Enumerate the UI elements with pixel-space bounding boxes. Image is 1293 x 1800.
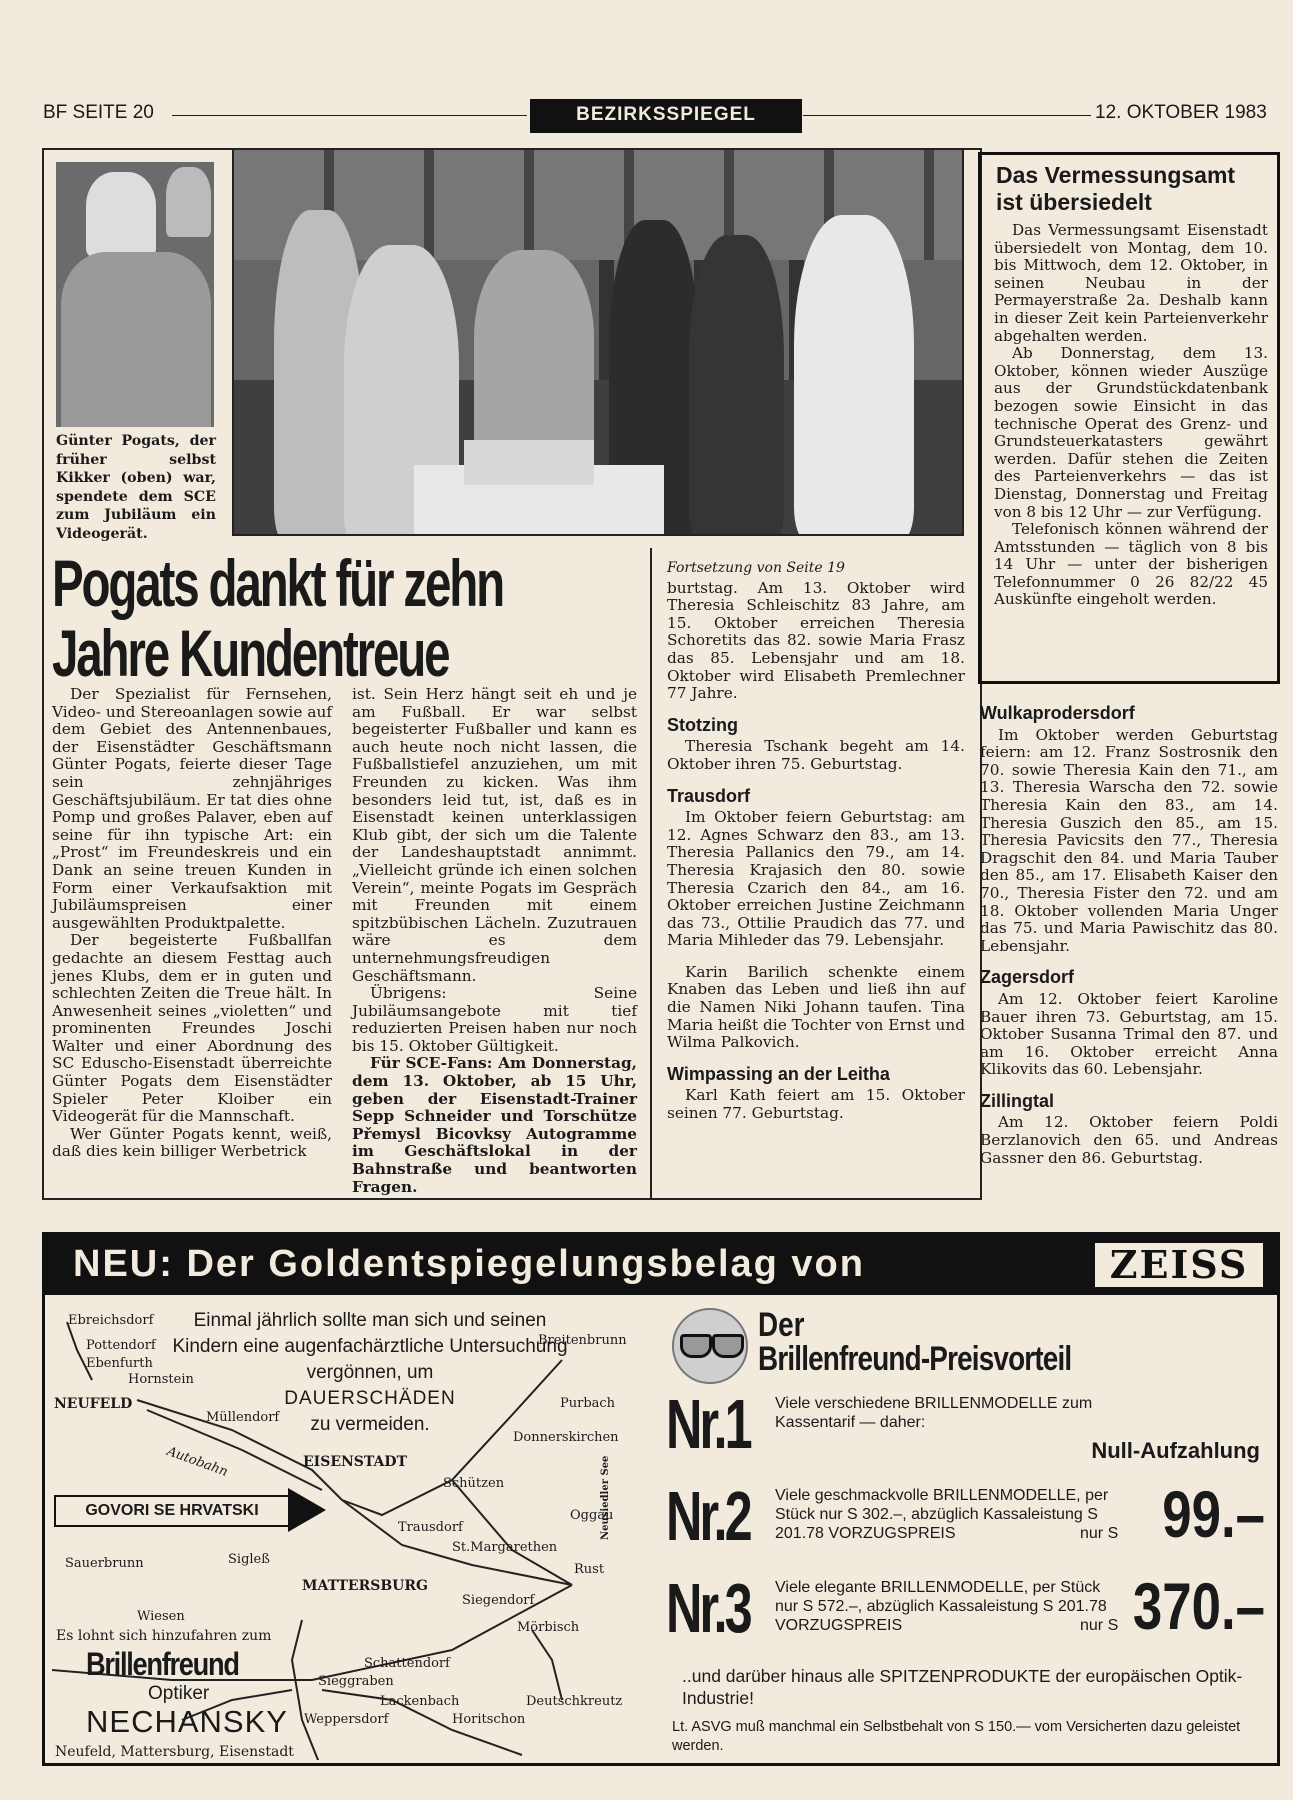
shop-name: NECHANSKY	[86, 1704, 288, 1739]
photo-caption: Günter Pogats, der früher selbst Kikker (oben) war, spendete dem SCE zum Jubiläum ein Videogerät.	[56, 433, 216, 542]
ad-right-title1: Der	[758, 1306, 805, 1344]
town-label: Lackenbach	[380, 1694, 460, 1709]
croatian-box	[54, 1495, 290, 1527]
town-heading-stotzing: Stotzing	[667, 714, 738, 735]
birthdays-right	[980, 705, 1278, 1167]
map-slogan-caps2: zu vermeiden.	[310, 1414, 430, 1435]
birthday-text: Karl Kath feiert am 15. Oktober seinen 77. Geburtstag.	[667, 1086, 965, 1123]
offer-3-unit: nur S	[1080, 1617, 1119, 1634]
vermessung-text	[994, 222, 1268, 609]
town-label: Mörbisch	[517, 1620, 580, 1635]
ad-footer-1: ..und darüber hinaus alle SPITZENPRODUKTE der europäischen Optik-Industrie!	[682, 1666, 1243, 1708]
portrait-photo	[56, 162, 214, 427]
town-label: Ebenfurth	[86, 1356, 153, 1371]
ad-right-title3: -Preisvorteil	[920, 1340, 1072, 1378]
page-header-date: 12. OKTOBER 1983	[1095, 102, 1267, 123]
offer-2-unit: nur S	[1080, 1525, 1119, 1542]
town-label: Schattendorf	[364, 1656, 450, 1671]
ad-footer-2: Lt. ASVG muß manchmal ein Selbstbehalt von S 150.— vom Versicherten dazu geleistet werden.	[672, 1719, 1241, 1754]
zeiss-logo	[1095, 1243, 1263, 1287]
town-heading-zillingtal: Zillingtal	[980, 1090, 1054, 1111]
town-heading-trausdorf: Trausdorf	[667, 785, 751, 806]
town-label: EISENSTADT	[303, 1454, 407, 1470]
arrow-icon	[288, 1488, 326, 1532]
continued-note: Fortsetzung von Seite 19	[667, 560, 845, 576]
zeiss-logo-text: ZEISS	[1109, 1242, 1249, 1287]
lake-label: Neusiedler See	[600, 1455, 611, 1540]
headline-line2: Jahre Kundentreue	[52, 616, 449, 690]
birthday-text: Im Oktober werden Geburtstag feiern: am 12. Franz Sostrosnik den 70. sowie Theresia Kain den 71., am 13. Theresia Warscha den 72. sowie Theresia Kain den 83., am 14. Theresia Guszich den 85., am 15. Theresia Pavicsits den 77., Theresia Dragschit den 84. und Maria Tauber den 85., am 17. Elisabeth Kaiser den 70., Theresia Fister den 72. und am 18. Oktober vollenden Maria Unger das 75. und Maria Pawischitz das 80. Lebensjahr.	[980, 725, 1278, 955]
town-label: Wiesen	[137, 1609, 185, 1624]
vermessung-paragraph: Telefonisch können während der Amtsstunden — täglich von 8 bis 14 Uhr — unter der bisherigen Telefonnummer 0 26 82/22 45 Auskünfte eingeholt werden.	[994, 520, 1268, 609]
header-rule-left	[172, 115, 527, 116]
birthday-text: Karin Barilich schenkte einem Knaben das Leben und ließ ihn auf die Namen Niki Johann taufen. Tina Maria heißt die Tochter von Ernst und Wilma Palkovich.	[667, 962, 965, 1052]
town-label: Horitschon	[452, 1712, 526, 1727]
shop-brand: Brillenfreund	[86, 1646, 239, 1682]
town-label: Sauerbrunn	[65, 1556, 144, 1571]
offer-1-text: Viele verschiedene BRILLENMODELLE zum Kassentarif — daher:	[775, 1395, 1093, 1431]
town-label: Purbach	[560, 1396, 616, 1411]
article-paragraph: Wer Günter Pogats kennt, weiß, daß dies kein billiger Werbetrick	[52, 1124, 332, 1161]
town-label: Trausdorf	[398, 1520, 463, 1535]
section-title	[530, 99, 802, 133]
map-slogan-text: Einmal jährlich sollte man sich und seinen Kindern eine augenfachärztliche Untersuchung vergönnen, um	[172, 1310, 568, 1383]
article-col1	[52, 686, 332, 1161]
group-photo	[232, 148, 964, 536]
offer-2-text: Viele geschmackvolle BRILLENMODELLE, per Stück nur S 302.–, abzüglich Kassaleistung S 201.78 VORZUGSPREIS	[775, 1487, 1109, 1542]
town-label: MATTERSBURG	[302, 1578, 428, 1594]
section-title-text: BEZIRKSSPIEGEL	[576, 104, 756, 125]
town-label: Schützen	[443, 1476, 505, 1491]
town-label: Oggau	[570, 1508, 614, 1523]
headline-line1: Pogats dankt für zehn	[52, 546, 504, 620]
offer-3-price: 370.–	[1132, 1569, 1265, 1643]
offer-3-text: Viele elegante BRILLENMODELLE, per Stück nur S 572.–, abzüglich Kassaleistung S 201.78 VORZUGSPREIS	[775, 1579, 1107, 1634]
town-label: Müllendorf	[206, 1410, 280, 1425]
offer-2-price: 99.–	[1162, 1477, 1265, 1551]
article-divider	[650, 548, 652, 1200]
town-label: Autobahn	[164, 1444, 230, 1480]
map-road	[532, 1630, 562, 1700]
town-heading-zagersdorf: Zagersdorf	[980, 967, 1075, 988]
vermessung-paragraph: Das Vermessungsamt Eisenstadt übersiedelt von Montag, dem 10. bis Mittwoch, dem 12. Oktober, in seinen Neubau in der Permayerstraße 2a. Deshalb kann in dieser Zeit kein Parteienverkehr abgehalten werden.	[994, 221, 1268, 345]
offer-1-number: Nr.1	[666, 1385, 750, 1463]
article-col2	[352, 686, 637, 1196]
map-slogan-caps: DAUERSCHÄDEN	[284, 1388, 456, 1409]
header-rule-right	[803, 115, 1091, 116]
town-heading-wulkaprodersdorf: Wulkaprodersdorf	[980, 703, 1135, 723]
shop-hint: Es lohnt sich hinzufahren zum	[56, 1628, 272, 1644]
town-label: Deutschkreutz	[526, 1694, 623, 1709]
offer-1-price: Null-Aufzahlung	[1091, 1438, 1260, 1463]
article-paragraph: ist. Sein Herz hängt seit eh und je am Fußball. Er war selbst begeisterter Fußballer und kann es auch heute noch nicht lassen, die Fußballstiefel anzuziehen, um mit Freunden zu kicken. Was ihm besonders leid tut, ist, daß es in Eisenstadt keinen unterklassigen Klub gibt, der sich um die Talente der Landeshauptstadt annimmt. „Vielleicht gründe ich einen solchen Verein“, meinte Pogats im Gespräch mit Freunden mit einem spitzbübischen Lächeln. Zuzutrauen wäre es dem unternehmungsfreudigen Geschäftsmann.	[352, 685, 637, 985]
town-label: Siegendorf	[462, 1593, 535, 1608]
shop-sub: Optiker	[148, 1683, 210, 1704]
town-label: Breitenbrunn	[538, 1333, 627, 1348]
birthday-text: Am 12. Oktober feiert Karoline Bauer ihren 73. Geburtstag, am 15. Oktober Susanna Trimal den 87. und am 16. Oktober erreicht Anna Klikovits das 60. Lebensjahr.	[980, 989, 1278, 1079]
birthdays-middle	[667, 560, 965, 1123]
ad-right-title	[758, 1340, 1071, 1379]
town-label: Weppersdorf	[304, 1712, 389, 1727]
page-header-left: BF SEITE 20	[43, 102, 154, 123]
town-label: Sigleß	[228, 1552, 270, 1567]
article-paragraph: Übrigens: Seine Jubiläumsangebote mit tief reduzierten Preisen haben nur noch bis 15. Oktober Gültigkeit.	[352, 984, 637, 1055]
birthday-text: Am 12. Oktober feiern Poldi Berzlanovich den 65. und Andreas Gassner den 86. Geburtstag.	[980, 1113, 1278, 1167]
ad-banner-text: NEU: Der Goldentspiegelungsbelag von	[73, 1243, 865, 1285]
town-label: Pottendorf	[86, 1338, 156, 1353]
map-road	[452, 1480, 572, 1585]
birthday-text: Im Oktober feiern Geburtstag: am 12. Agnes Schwarz den 83., am 13. Theresia Pallanics den 79., am 14. Theresia Krajasich den 80. sowie Theresia Czarich den 84., am 16. Oktober erreichen Justine Zeichmann das 73., Ottilie Praudich das 77. und Maria Mihleder das 79. Lebensjahr.	[667, 808, 965, 950]
birthday-text: Theresia Tschank begeht am 14. Oktober ihren 75. Geburtstag.	[667, 737, 965, 773]
ad-right-title2: Brillenfreund	[758, 1340, 921, 1378]
shop-locations: Neufeld, Mattersburg, Eisenstadt	[55, 1744, 294, 1760]
town-label: Sieggraben	[318, 1674, 394, 1689]
offer-3-number: Nr.3	[666, 1569, 750, 1647]
glasses-icon	[672, 1308, 748, 1384]
offer-2-number: Nr.2	[666, 1477, 750, 1555]
town-label: Hornstein	[128, 1372, 194, 1387]
vermessung-title: Das Vermessungsamt ist übersiedelt	[996, 162, 1236, 215]
town-label: Ebreichsdorf	[68, 1313, 154, 1328]
town-heading-wimpassing: Wimpassing an der Leitha	[667, 1063, 890, 1084]
croatian-text: GOVORI SE HRVATSKI	[85, 1502, 259, 1519]
article-paragraph: Der Spezialist für Fernsehen, Video- und Stereoanlagen sowie auf dem Gebiet des Antennenbaues, der Eisenstädter Geschäftsmann Günter Pogats, feierte dieser Tage sein zehnjähriges Geschäftsjubiläum. Er tat dies ohne Pomp und großes Palaver, eben auf seine für ihn typische Art: ein „Prost“ im Freundeskreis und ein Dank an seine treuen Kunden in Form einer Verkaufsaktion mit Jubiläumspreisen einer ausgewählten Produktpalette.	[52, 685, 332, 932]
article-bold-paragraph: Für SCE-Fans: Am Donnerstag, dem 13. Oktober, ab 15 Uhr, geben der Eisenstadt-Trainer Sepp Schneider und Torschütze Přemysl Bicovksy Autogramme im Geschäftslokal in der Bahnstraße und beantworten Fragen.	[352, 1054, 637, 1196]
town-label: Rust	[574, 1562, 605, 1577]
town-label: NEUFELD	[54, 1396, 133, 1412]
map-road	[292, 1620, 322, 1760]
vermessung-paragraph: Ab Donnerstag, dem 13. Oktober, können wieder Auszüge aus der Grundstückdatenbank bezogen sowie Einsicht in das technische Operat des Grenz- und Grundsteuerkatasters gewährt werden. Dafür stehen die Zeiten des Parteienverkehrs — das ist Dienstag, Donnerstag und Freitag von 8 bis 12 Uhr — zur Verfügung.	[994, 344, 1268, 521]
birthday-text: burtstag. Am 13. Oktober wird Theresia Schleischitz 83 Jahre, am 15. Oktober erreichen Theresia Schoretits das 82. sowie Maria Frasz das 85. Lebensjahr und am 18. Oktober wird Elisabeth Premlechner 77 Jahre.	[667, 578, 965, 703]
town-label: St.Margarethen	[452, 1540, 558, 1555]
ad-banner	[45, 1235, 1277, 1295]
town-label: Donnerskirchen	[513, 1430, 619, 1445]
article-paragraph: Der begeisterte Fußballfan gedachte an diesem Festtag auch jenes Klubs, dem er in guten und schlechten Zeiten die Treue hält. In Anwesenheit seines „violetten“ und prominenten Freundes Joschi Walter und einer Abordnung des SC Eduscho-Eisenstadt überreichte Günter Pogats dem Eisenstädter Spieler Peter Kloiber ein Videogerät für die Mannschaft.	[52, 931, 332, 1126]
